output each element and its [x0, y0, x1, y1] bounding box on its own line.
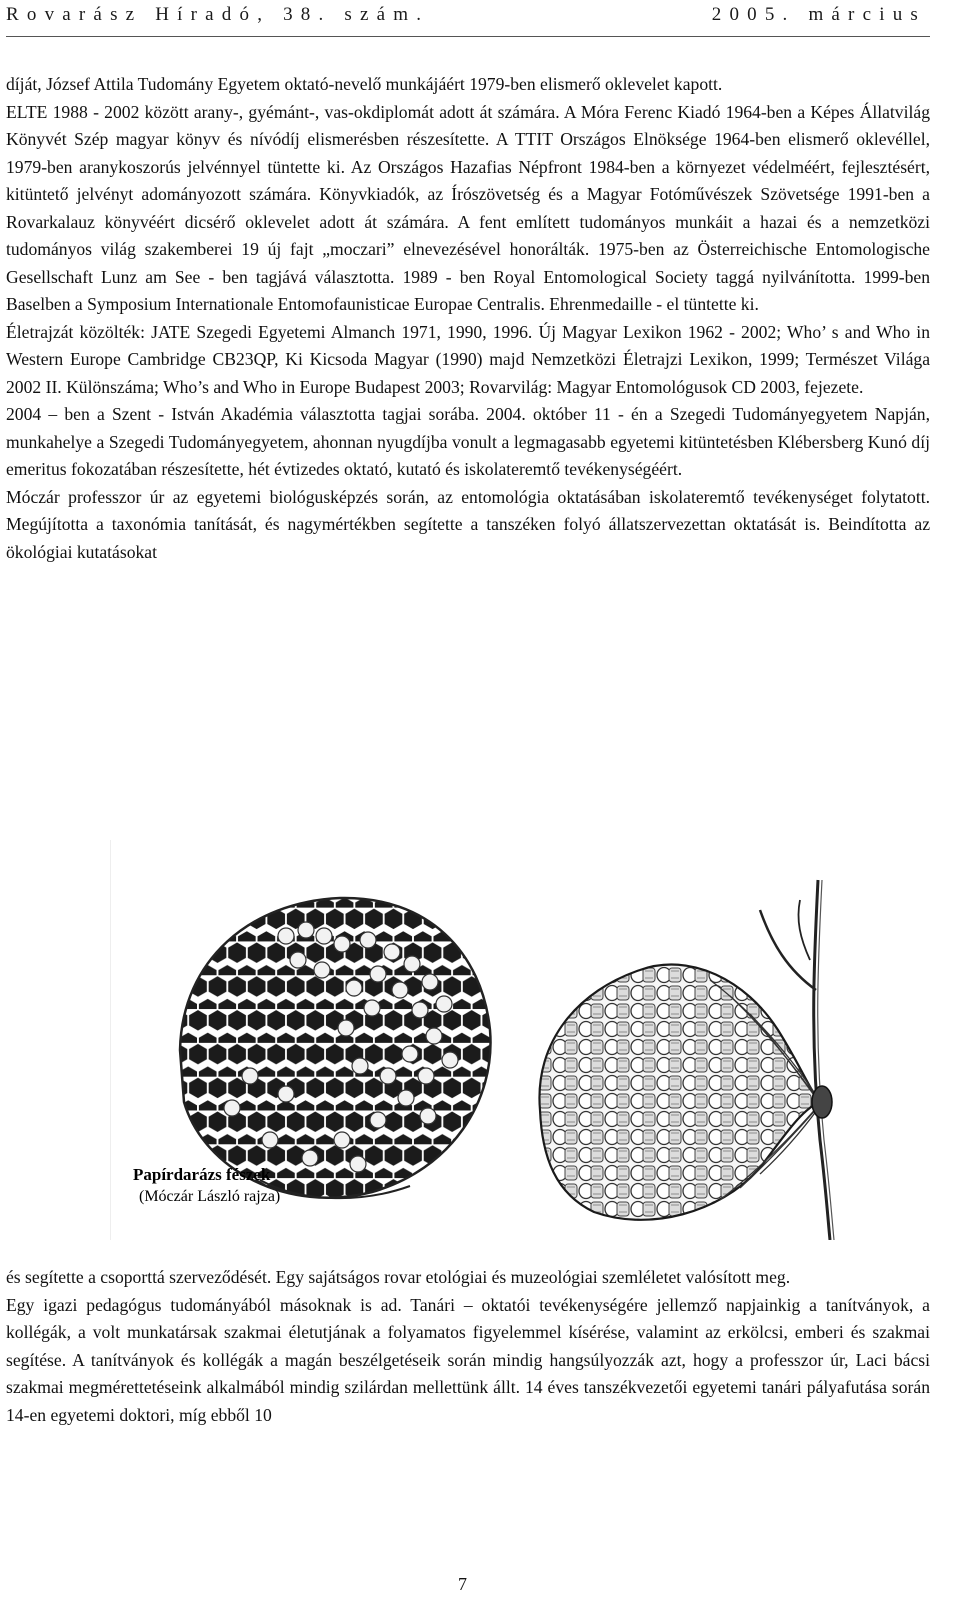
figure-caption: [133, 1164, 393, 1208]
nest-side-right: [539, 880, 834, 1240]
caption-title: Papírdarázs fészek: [133, 1165, 271, 1184]
paragraph: 2004 – ben a Szent - István Akadémia választotta tagjai sorába. 2004. október 11 - én a Szegedi Tudományegyetem Napján, munkahelye a Szegedi Tudományegyetem, ahonnan nyugdíjba vonult a legmagasabb egyetemi kitüntetésben Klébersberg Kunó díj emeritus fokozatában részesítette, hét évtizedes oktató, kutató és iskolateremtő tevékenységéért.: [6, 404, 930, 479]
paragraph: ELTE 1988 - 2002 között arany-, gyémánt-, vas-okdiplomát adott át számára. A Móra Ferenc Kiadó 1964-ben a Képes Állatvilág Könyvét Szép magyar könyv és nívódíj elismerésben részesítette. A TTIT Országos Elnöksége 1964-ben elismerő oklevéllel, 1979-ben aranykoszorús jelvénnyel tüntette ki. Az Országos Hazafias Népfront 1984-ben a környezet védelméért, fejlesztésért, kitüntető jelvényt adományozott számára. Könyvkiadók, az Írószövetség és a Magyar Fotóművészek Szövetsége 1991-ben a Rovarkalauz könyvéért dicsérő oklevelet adott át számára. A fent említett tudományos munkáit a hazai és a nemzetközi tudományos világ szakemberei 19 új fajt „moczari” elnevezésével honorálták. 1975-ben az Österreichische Entomologische Gesellschaft Lunz am See - ben tagjává választotta. 1989 - ben Royal Entomological Society taggá nyilvánította. 1999-ben Baselben a Symposium Internationale Entomofaunisticae Europae Centralis. Ehrenmedaille - el tüntette ki.: [6, 101, 930, 314]
running-header: [6, 2, 926, 28]
nest-comb-left: [180, 898, 491, 1198]
paragraph: Egy igazi pedagógus tudományából másoknak is ad. Tanári – oktatói tevékenységére jellemző napjainkig a tanítványok, a kollégák, a volt munkatársak szakmai életutjának a folyamatos figyelemmel kísérése, valamint az erkölcsi, emberi és szakmai segítése. A tanítványok és kollégák a magán beszélgetéseik során mindig hangsúlyozzák azt, hogy a professzor úr, Laci bácsi szakmai megmérettetéseink alkalmából mindig szilárdan mellettünk állt. 14 éves tanszékvezetői egyetemi tanári pályafutása során 14-en egyetemi doktori, míg ebből 10: [6, 1294, 930, 1425]
body-text-top: [6, 71, 930, 566]
header-divider: [6, 36, 930, 37]
paragraph: díját, József Attila Tudomány Egyetem oktató-nevelő munkájáért 1979-ben elismerő oklevelet kapott.: [6, 74, 723, 94]
page-number: 7: [458, 1574, 467, 1594]
paragraph: és segítette a csoporttá szerveződését. Egy sajátságos rovar etológiai és muzeológiai szemléletet valósított meg.: [6, 1267, 791, 1287]
journal-title: Rovarász Híradó, 38. szám.: [6, 4, 430, 25]
paragraph: Életrajzát közölték: JATE Szegedi Egyetemi Almanch 1971, 1990, 1996. Új Magyar Lexikon 1962 - 2002; Who’ s and Who in Western Europe Cambridge CB23QP, Ki Kicsoda Magyar (1990) majd Nemzetközi Életrajzi Lexikon, 1999; Természet Világa 2002 II. Különszáma; Who’s and Who in Europe Budapest 2003; Rovarvilág: Magyar Entomológusok CD 2003, fejezete.: [6, 321, 930, 397]
caption-credit: (Móczár László rajza): [139, 1188, 281, 1205]
issue-date: 2005. március: [711, 4, 926, 25]
body-text-bottom: [6, 1264, 930, 1429]
paragraph: Móczár professzor úr az egyetemi biológusképzés során, az entomológia oktatásában iskolateremtő tevékenységet folytatott. Megújította a taxonómia tanítását, és nagymértékben segítette a tanszéken folyó állatszervezettan oktatását is. Beindította az ökológiai kutatásokat: [6, 486, 930, 562]
